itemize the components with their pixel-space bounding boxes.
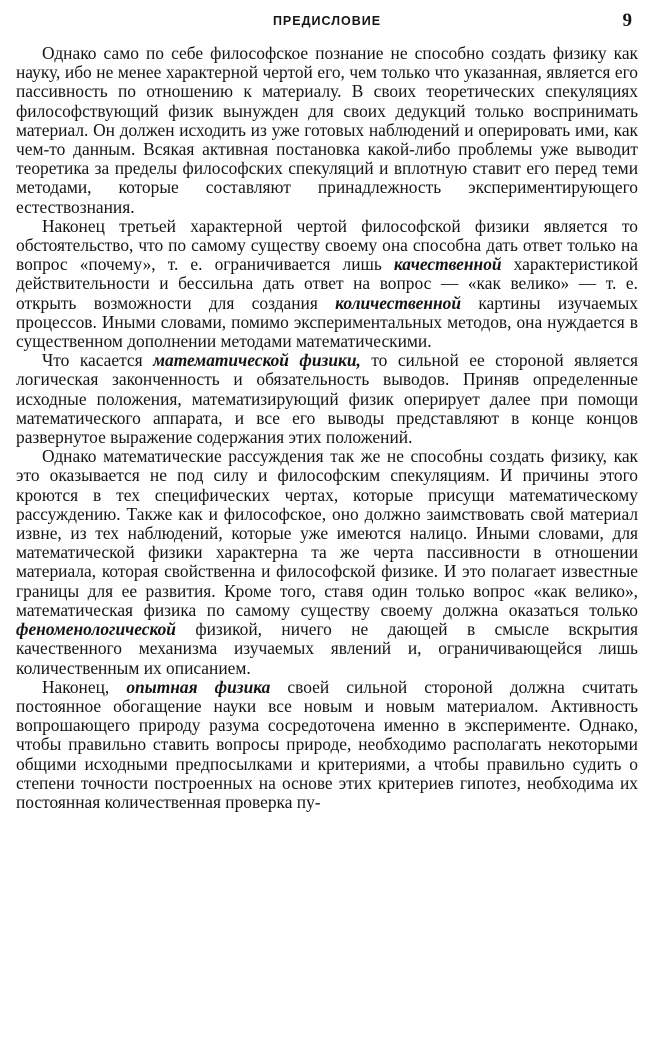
italic-term: опытная физика: [126, 676, 271, 697]
text-run: своей сильной стороной должна считать постоянное обогащение науки все новым и новым материалом. Активность вопрошающего природу разума сосредоточена именно в эксперименте. Однако, чтобы правильно ставить вопросы природе, необходимо располагать некоторыми общими исходными предпосылками и критериями, а чтобы правильно судить о степени точности построенных на основе этих критериев гипотез, необходима их постоянная количественная проверка пу-: [16, 676, 638, 812]
text-run: Однако математические рассуждения так же не способны создать физику, как это оказывается не под силу и философским спекуляциям. И причины этого кроются в тех специфических чертах, которые присущи математическому рассуждению. Также как и философское, оно должно заимствовать свой материал извне, из тех наблюдений, которые уже имеются налицо. Иными словами, для математической физики характерна та же черта пассивности в отношении материала, которая свойственна и философской физике. И это полагает известные границы для ее развития. Кроме того, ставя один только вопрос «как велико», математическая физика по самому существу своему должна оказаться только: [16, 446, 638, 620]
italic-term: качественной: [393, 254, 502, 275]
text-run: Однако само по себе философское познание не способно создать физику как науку, ибо не менее характерной чертой его, чем только что указанная, является его пассивность по отношению к материалу. В своих теоретических спекуляциях философствующий физик вынужден для своих дедукций только воспринимать материал. Он должен исходить из уже готовых наблюдений и оперировать ими, как чем-то данным. Всякая активная постановка какой-либо проблемы уже выводит теоретика за пределы философских спекуляций и вплотную ставит его перед теми методами, которые составляют принадлежность экспериментирующего естествознания.: [16, 43, 638, 217]
italic-term: математической физики,: [153, 350, 361, 371]
body-text: [16, 44, 638, 812]
text-run: Наконец третьей характерной чертой философской физики является то обстоятельство, что по самому существу своему она способна дать ответ только на вопрос «почему», т. е. ограничивается лишь: [16, 215, 638, 275]
page-header: [16, 10, 638, 44]
italic-term: количественной: [335, 292, 461, 313]
page-number: 9: [622, 10, 632, 31]
paragraph-4: [16, 447, 638, 677]
text-run: Наконец,: [42, 676, 127, 697]
paragraph-3: [16, 351, 638, 447]
paragraph-2: [16, 217, 638, 351]
paragraph-1: [16, 44, 638, 217]
text-run: характеристикой действительности и бессильна дать ответ на вопрос — «как велико» — т. е. открыть возможности для создания: [16, 254, 638, 313]
paragraph-5: [16, 678, 638, 812]
text-run: то сильной ее стороной является логическая законченность и обязательность выводов. Приняв определенные исходные положения, математизирующий физик оперирует далее при помощи математического аппарата, и все его выводы представляют в конце концов развернутое выражение содержания этих положений.: [16, 350, 638, 448]
text-run: физикой, ничего не дающей в смысле вскрытия качественного механизма изучаемых явлений и, ограничивающейся лишь количественным их описанием.: [16, 619, 638, 678]
running-title: ПРЕДИСЛОВИЕ: [272, 14, 382, 28]
text-run: картины изучаемых процессов. Иными словами, помимо экспериментальных методов, она нуждается в существенном дополнении методами математическими.: [16, 292, 638, 352]
italic-term: феноменологической: [16, 619, 176, 640]
text-run: Что касается: [42, 350, 154, 371]
